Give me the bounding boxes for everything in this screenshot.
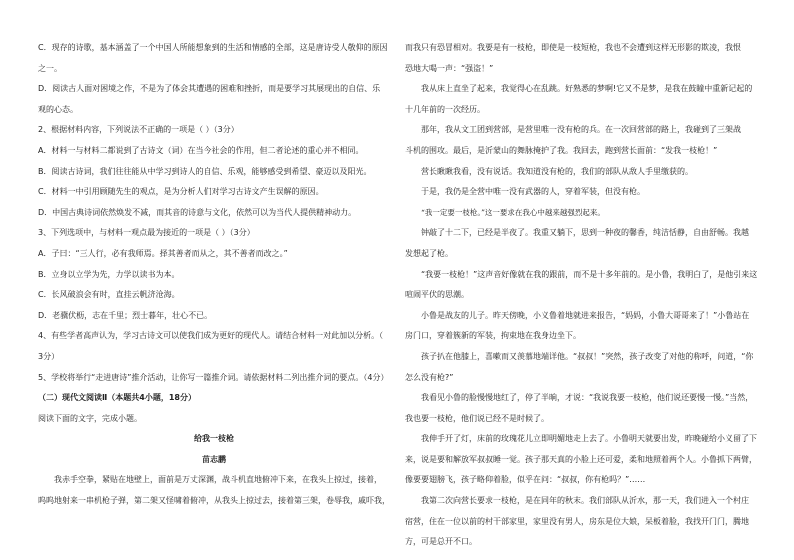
option-a: A．材料一与材料二都说到了古诗文（词）在当今社会的作用，但二者论述的重心并不相同。 (38, 145, 364, 155)
text-line: 3分） (38, 351, 60, 361)
text-line: 观的心态。 (38, 104, 78, 114)
question-4: 4、有些学者高声认为，学习古诗文可以使我们成为更好的现代人。请结合材料一对此加以分析。（ (38, 331, 384, 341)
article-author: 苗志鹏 (202, 454, 226, 464)
paragraph-line: 发想起了枪。 (405, 248, 453, 258)
left-column (38, 38, 390, 512)
paragraph-line: 十几年前的一次经历。 (405, 104, 485, 114)
option-c: C．长风破浪会有时，直挂云帆济沧海。 (38, 290, 180, 300)
paragraph-line: “我要一枝枪！”这声音好像就在我的跟前，而不是十多年前的。是小鲁，我明白了，是他引来这 (421, 269, 758, 279)
paragraph-line: 呜呜地射来一串机枪子弹，第二架又怪啸着俯冲，从我头上掠过去，接着第三架，卷辱我，戚吓我， (38, 496, 390, 506)
paragraph-line: 恐地大喝一声：“强盗！” (405, 63, 494, 73)
paragraph-line: 我赤手空拳，紧贴在地壁上，面前是万丈深渊，战斗机直地俯冲下来，在我头上掠过，接着， (54, 475, 382, 485)
option-c: C．材料一中引用顾随先生的观点，是为分析人们对学习古诗文产生误解的原因。 (38, 187, 324, 197)
paragraph-line: 我从床上直坐了起来，我觉得心在乱跳。好熟悉的梦啊!它又不是梦，是我在鼓瞳中重新记起的 (421, 84, 753, 94)
paragraph-line: 于是，我仍是全营中唯一没有武器的人，穿着军装，但没有枪。 (421, 187, 645, 197)
question-2: 2、根据材料内容，下列说法不正确的一项是（ ）（3分） (38, 125, 239, 135)
text-line: 之一。 (38, 63, 62, 73)
paragraph-line: 钟敲了十二下，已经是半夜了。我重又躺下，思到一种夜的馨香，纯洁恬静，自由舒畅。我越 (421, 228, 749, 238)
right-column (405, 38, 757, 553)
paragraph-line: 我第二次向营长要求一枝枪，是在同年的秋末。我们部队从沂水，那一天，我们进入一个村庄 (421, 496, 749, 506)
option-a: A．子曰：“三人行，必有我师焉。择其善者而从之，其不善者而改之。” (38, 248, 288, 258)
section-heading: （二）现代文阅读Ⅱ（本题共4小题，18分） (38, 393, 196, 403)
option-b: B．阅读古诗词，我们往往能从中学习到诗人的自信、乐观，能够感受到希望、豪迈以及阳光。 (38, 166, 372, 176)
paragraph-line: 我也要一枝枪，他们说已经不是时候了。 (405, 413, 549, 423)
article-title: 给我一枝枪 (194, 434, 234, 444)
option-b: B．立身以立学为先，力学以读书为本。 (38, 269, 180, 279)
paragraph-line: 喧闹平伏的思潮。 (405, 290, 469, 300)
question-3: 3、下列选项中，与材料一观点最为接近的一项是（ ）（3分） (38, 228, 255, 238)
paragraph-line: 斗机的围攻。最后，是沂蒙山的舞脉掩护了我。我回去，跑到营长面前：“发我一枝枪！” (405, 145, 718, 155)
paragraph-line: 那年，我从文工团到营部，是营里唯一没有枪的兵。在一次回营部的路上，我碰到了三架战 (421, 125, 741, 135)
paragraph-line: 小鲁是战友的儿子。昨天傍晚，小义鲁着地就进来报告，“妈妈，小鲁大哥哥来了！”小鲁站在 (421, 310, 750, 320)
paragraph-line: 像要要翅膀飞，孩子略仰着脸，似乎在问：“叔叔，你有枪吗？”…… (405, 475, 646, 485)
paragraph-line: 方，可是总开不口。 (405, 537, 477, 547)
paragraph-line: 怎么没有枪?” (405, 372, 454, 382)
paragraph-line: 我伸手开了灯，床前的玫瑰花儿立即明媚地走上去了。小鲁明天就要出发，昨晚碰给小义留了下 (421, 434, 757, 444)
paragraph-line: 宿营，住在一位以前的村干部家里，家里没有男人，房东是位大娘，呆板着脸，我找开门门，腾地 (405, 516, 749, 526)
paragraph-line: “我一定要一枝枪。”这一要求在我心中越来越强烈起来。 (421, 207, 605, 217)
paragraph-line: 孩子扒在他膝上，喜嗽而又羡慕地端详他。“叔叔！”突然，孩子改变了对他的称呼，问道，“你 (421, 351, 754, 361)
text-line: D．阅读古人面对困境之作，不是为了体会其遭遇的困难和挫折，而是要学习其展现出的自信、乐 (38, 84, 381, 94)
paragraph-line: 营长瞅瞅我看，没有说话。我知道没有枪的，我们的部队从敌人手里缴获的。 (421, 166, 693, 176)
paragraph-line: 房门口，穿着簇新的军装，拘束地在我身边坐下。 (405, 331, 581, 341)
option-d: D．老骥伏枥，志在千里；烈士暮年，壮心不已。 (38, 310, 213, 320)
option-d: D．中国古典诗词依然焕发不减，而其音的诗意与文化，依然可以为当代人提供精神动力。 (38, 207, 357, 217)
text-line: C．现存的诗歌，基本涵盖了一个中国人所能想象到的生活和情感的全部，这是唐诗受人敬仰的原因 (38, 43, 388, 52)
paragraph-line: 来，说是要和解放军叔叔睡一觉。孩子那天真的小脸上还可爱，柔和地照着两个人。小鲁抓下两臂， (405, 454, 757, 464)
paragraph-line: 而我只有恐冒相对。我要是有一枝枪，即使是一枝短枪，我也不会遭到这样无形影的欺凌，我恨 (405, 43, 741, 52)
question-5: 5、学校将举行“走进唐诗”推介活动，让你写一篇推介词。请依据材料二列出推介词的要点。（4分） (38, 372, 389, 382)
paragraph-line: 我看见小鲁的脸慢慢地红了，停了半晌，才说：“我说我要一枝枪，他们说还要慢一慢。”当然， (421, 393, 754, 403)
instruction: 阅读下面的文字，完成小题。 (38, 413, 142, 423)
